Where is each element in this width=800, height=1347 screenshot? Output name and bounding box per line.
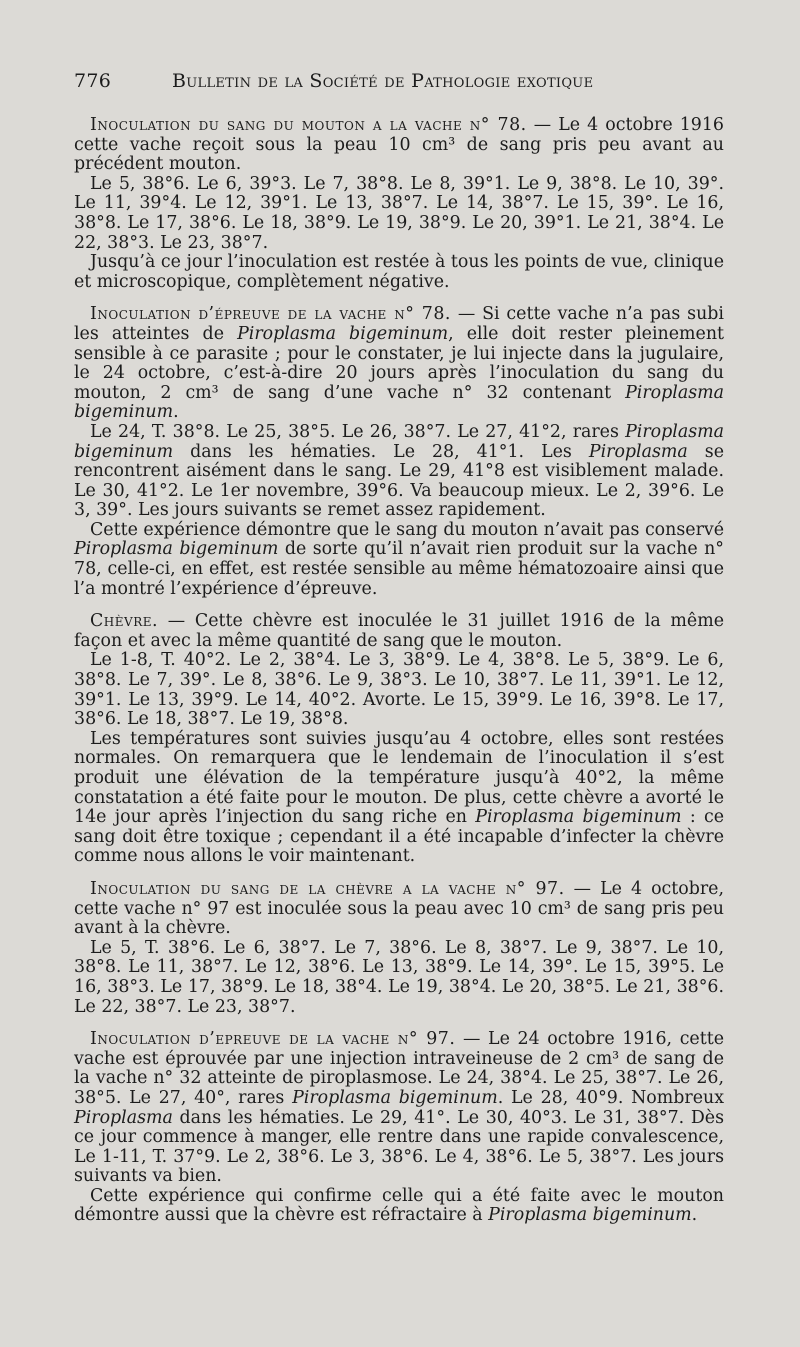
- paragraph-text: , elle doit rester pleinement sensible à ce parasite ; pour le constater, je lui injecte dans la jugulaire, le 24 octobre, c’est-à-dire 20 jours après l’inoculation du sang du mouton, 2 cm³ de sang d’une vache n° 32 contenant: [74, 323, 725, 403]
- section-paragraph: [74, 116, 724, 175]
- section-paragraph: [74, 1030, 724, 1187]
- paragraph-text: Jusqu’à ce jour l’inoculation est restée à tous les points de vue, clinique et microscopique, complètement négative.: [74, 252, 724, 292]
- species-name: Piroplasma: [74, 1107, 173, 1128]
- running-title: Bulletin de la Société de Pathologie exotique: [172, 70, 594, 92]
- paragraph-text: dans les hématies. Le 28, 41°1. Les: [173, 441, 589, 462]
- section-heading: Inoculation du sang du mouton a la vache n° 78.: [90, 115, 527, 135]
- temperature-paragraph: [74, 651, 724, 729]
- section-heading: Inoculation d’epreuve de la vache n° 97.: [90, 1029, 456, 1050]
- paragraph-text: de sorte qu’il n’avait rien produit sur la vache n° 78, celle-ci, en effet, est restée sensible au même hématozoaire ainsi que l’a montré l’expérience d’épreuve.: [74, 539, 724, 599]
- paragraph-text: — Cette chèvre est inoculée le 31 juillet 1916 de la même façon et avec la même quantité de sang que le mouton.: [74, 611, 724, 651]
- species-name: Piroplasma bigeminum: [292, 1087, 498, 1108]
- paragraph-text: — Le 4 octobre 1916 cette vache reçoit sous la peau 10 cm³ de sang pris peu avant au précédent mouton.: [74, 115, 724, 175]
- species-name: Piroplasma bigeminum: [475, 807, 682, 828]
- paragraph: [74, 730, 724, 867]
- paragraph-text: — Si cette vache n’a pas subi les atteintes de: [74, 304, 724, 344]
- paragraph-text: dans les hématies. Le 29, 41°. Le 30, 40°3. Le 31, 38°7. Dès ce jour commence à manger, elle rentre dans une rapide convalescence, Le 1-11, T. 37°9. Le 2, 38°6. Le 3, 38°6. Le 4, 38°6. Le 5, 38°7. Les jours suivants va bien.: [74, 1107, 724, 1187]
- section-paragraph: [74, 880, 724, 939]
- section-heading: Chèvre.: [90, 611, 159, 632]
- paragraph-text: Le 5, T. 38°6. Le 6, 38°7. Le 7, 38°6. Le 8, 38°7. Le 9, 38°7. Le 10, 38°8. Le 11, 38°7. Le 12, 38°6. Le 13, 38°9. Le 14, 39°. Le 15, 39°5. Le 16, 38°3. Le 17, 38°9. Le 18, 38°4. Le 19, 38°4. Le 20, 38°5. Le 21, 38°6. Le 22, 38°7. Le 23, 38°7.: [74, 937, 724, 1017]
- section-paragraph: [74, 612, 724, 651]
- paragraph-text: .: [691, 1205, 698, 1226]
- paragraph-text: Le 24, T. 38°8. Le 25, 38°5. Le 26, 38°7. Le 27, 41°2, rares: [90, 421, 626, 442]
- temperature-paragraph: [74, 939, 724, 1017]
- species-name: Piroplasma bigeminum: [488, 1205, 692, 1226]
- species-name: Piroplasma bigeminum: [74, 382, 724, 423]
- paragraph-text: se rencontrent aisément dans le sang. Le 29, 41°8 est visiblement malade. Le 30, 41°2. Le 1er novembre, 39°6. Va beaucoup mieux. Le 2, 39°6. Le 3, 39°. Les jours suivants se remet assez rapidement.: [74, 441, 725, 521]
- paragraph-text: Cette expérience démontre que le sang du mouton n’avait pas conservé: [90, 519, 724, 540]
- paragraph-text: Le 1-8, T. 40°2. Le 2, 38°4. Le 3, 38°9. Le 4, 38°8. Le 5, 38°9. Le 6, 38°8. Le 7, 39°. Le 8, 38°6. Le 9, 38°3. Le 10, 38°7. Le 11, 39°1. Le 12, 39°1. Le 13, 39°9. Le 14, 40°2. Avorte. Le 15, 39°9. Le 16, 39°8. Le 17, 38°6. Le 18, 38°7. Le 19, 38°8.: [74, 650, 724, 730]
- article-body: [74, 116, 724, 1226]
- species-name: Piroplasma bigeminum: [74, 539, 279, 560]
- species-name: Piroplasma: [588, 441, 688, 462]
- paragraph-text: : ce sang doit être toxique ; cependant il a été incapable d’infecter la chèvre comme nous allons le voir maintenant.: [74, 807, 725, 867]
- section-heading: Inoculation du sang de la chèvre a la vache n° 97.: [90, 878, 565, 899]
- section-heading: Inoculation d’épreuve de la vache n° 78.: [90, 304, 451, 325]
- paragraph-text: Les températures sont suivies jusqu’au 4 octobre, elles sont restées normales. On remarquera que le lendemain de l’inoculation il s’est produit une élévation de la température jusqu’à 40°2, la même constatation a été faite pour le mouton. De plus, cette chèvre a avorté le 14e jour après l’injection du sang riche en: [74, 728, 724, 828]
- paragraph-text: . Le 28, 40°9. Nombreux: [497, 1087, 725, 1108]
- page-number: 776: [74, 70, 112, 92]
- species-name: Piroplasma bigeminum: [237, 323, 449, 344]
- conclusion-paragraph: [74, 1187, 724, 1226]
- paragraph-text: Le 5, 38°6. Le 6, 39°3. Le 7, 38°8. Le 8, 39°1. Le 9, 38°8. Le 10, 39°. Le 11, 39°4. Le 12, 39°1. Le 13, 38°7. Le 14, 38°7. Le 15, 39°. Le 16, 38°8. Le 17, 38°6. Le 18, 38°9. Le 19, 38°9. Le 20, 39°1. Le 21, 38°4. Le 22, 38°3. Le 23, 38°7.: [74, 173, 724, 253]
- paragraph-text: .: [173, 402, 179, 423]
- paragraph-text: Cette expérience qui confirme celle qui a été faite avec le mouton démontre aussi que la chèvre est réfractaire à: [74, 1185, 724, 1226]
- conclusion-paragraph: [74, 521, 724, 599]
- temperature-paragraph: [74, 423, 724, 521]
- paragraph-text: — Le 24 octobre 1916, cette vache est éprouvée par une injection intraveineuse de 2 cm³ de sang de la vache n° 32 atteinte de piroplasmose. Le 24, 38°4. Le 25, 38°7. Le 26, 38°5. Le 27, 40°, rares: [74, 1029, 724, 1108]
- species-name: Piroplasma bigeminum: [74, 421, 724, 462]
- section-paragraph: [74, 305, 724, 423]
- paragraph: [74, 253, 724, 292]
- temperature-paragraph: [74, 175, 724, 253]
- paragraph-text: — Le 4 octobre, cette vache n° 97 est inoculée sous la peau avec 10 cm³ de sang pris peu avant à la chèvre.: [74, 878, 725, 939]
